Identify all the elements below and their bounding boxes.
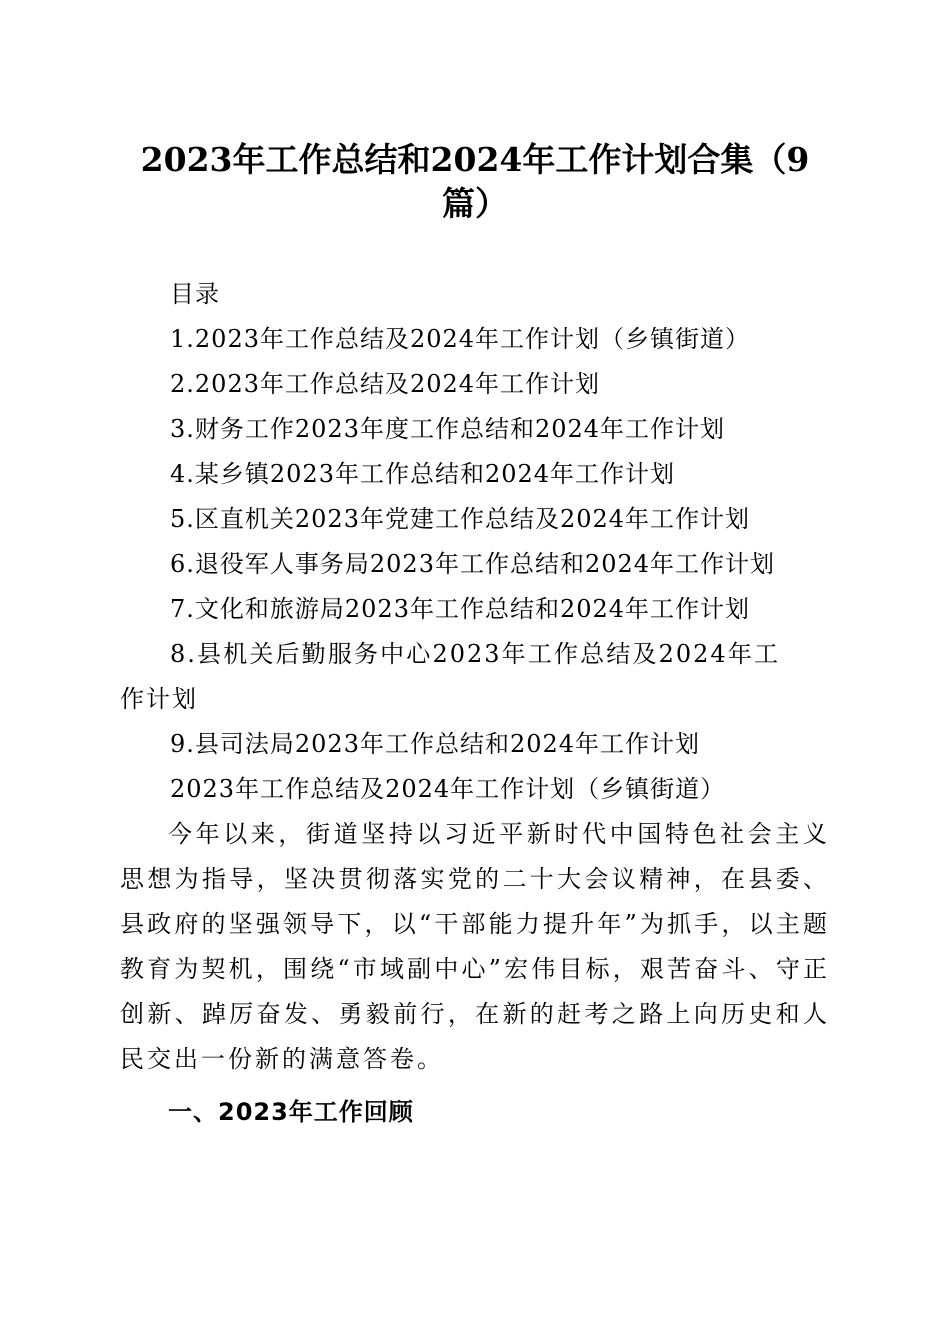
section-title: 2023年工作总结及2024年工作计划（乡镇街道） <box>170 775 726 803</box>
toc-item-1: 1.2023年工作总结及2024年工作计划（乡镇街道） <box>170 325 751 353</box>
toc-item-2: 2.2023年工作总结及2024年工作计划 <box>170 370 601 398</box>
toc-label: 目录 <box>170 280 220 308</box>
document-body <box>120 272 830 1172</box>
section-heading: 一、2023年工作回顾 <box>168 1098 414 1126</box>
toc-item-7: 7.文化和旅游局2023年工作总结和2024年工作计划 <box>170 595 751 623</box>
toc-item-8: 8.县机关后勤服务中心2023年工作总结及2024年工作计划 <box>120 640 780 713</box>
intro-paragraph: 今年以来，街道坚持以习近平新时代中国特色社会主义思想为指导，坚决贯彻落实党的二十大会议精神，在县委、县政府的坚强领导下，以“干部能力提升年”为抓手，以主题教育为契机，围绕“市域副中心”宏伟目标，艰苦奋斗、守正创新、踔厉奋发、勇毅前行，在新的赶考之路上向历史和人民交出一份新的满意答卷。 <box>120 820 830 1073</box>
toc-item-9: 9.县司法局2023年工作总结和2024年工作计划 <box>170 730 701 758</box>
toc-item-3: 3.财务工作2023年度工作总结和2024年工作计划 <box>170 415 726 443</box>
toc-item-4: 4.某乡镇2023年工作总结和2024年工作计划 <box>170 460 676 488</box>
toc-item-5: 5.区直机关2023年党建工作总结及2024年工作计划 <box>170 505 751 533</box>
toc-item-6: 6.退役军人事务局2023年工作总结和2024年工作计划 <box>170 550 776 578</box>
document-title: 2023年工作总结和2024年工作计划合集（9篇） <box>140 140 810 223</box>
